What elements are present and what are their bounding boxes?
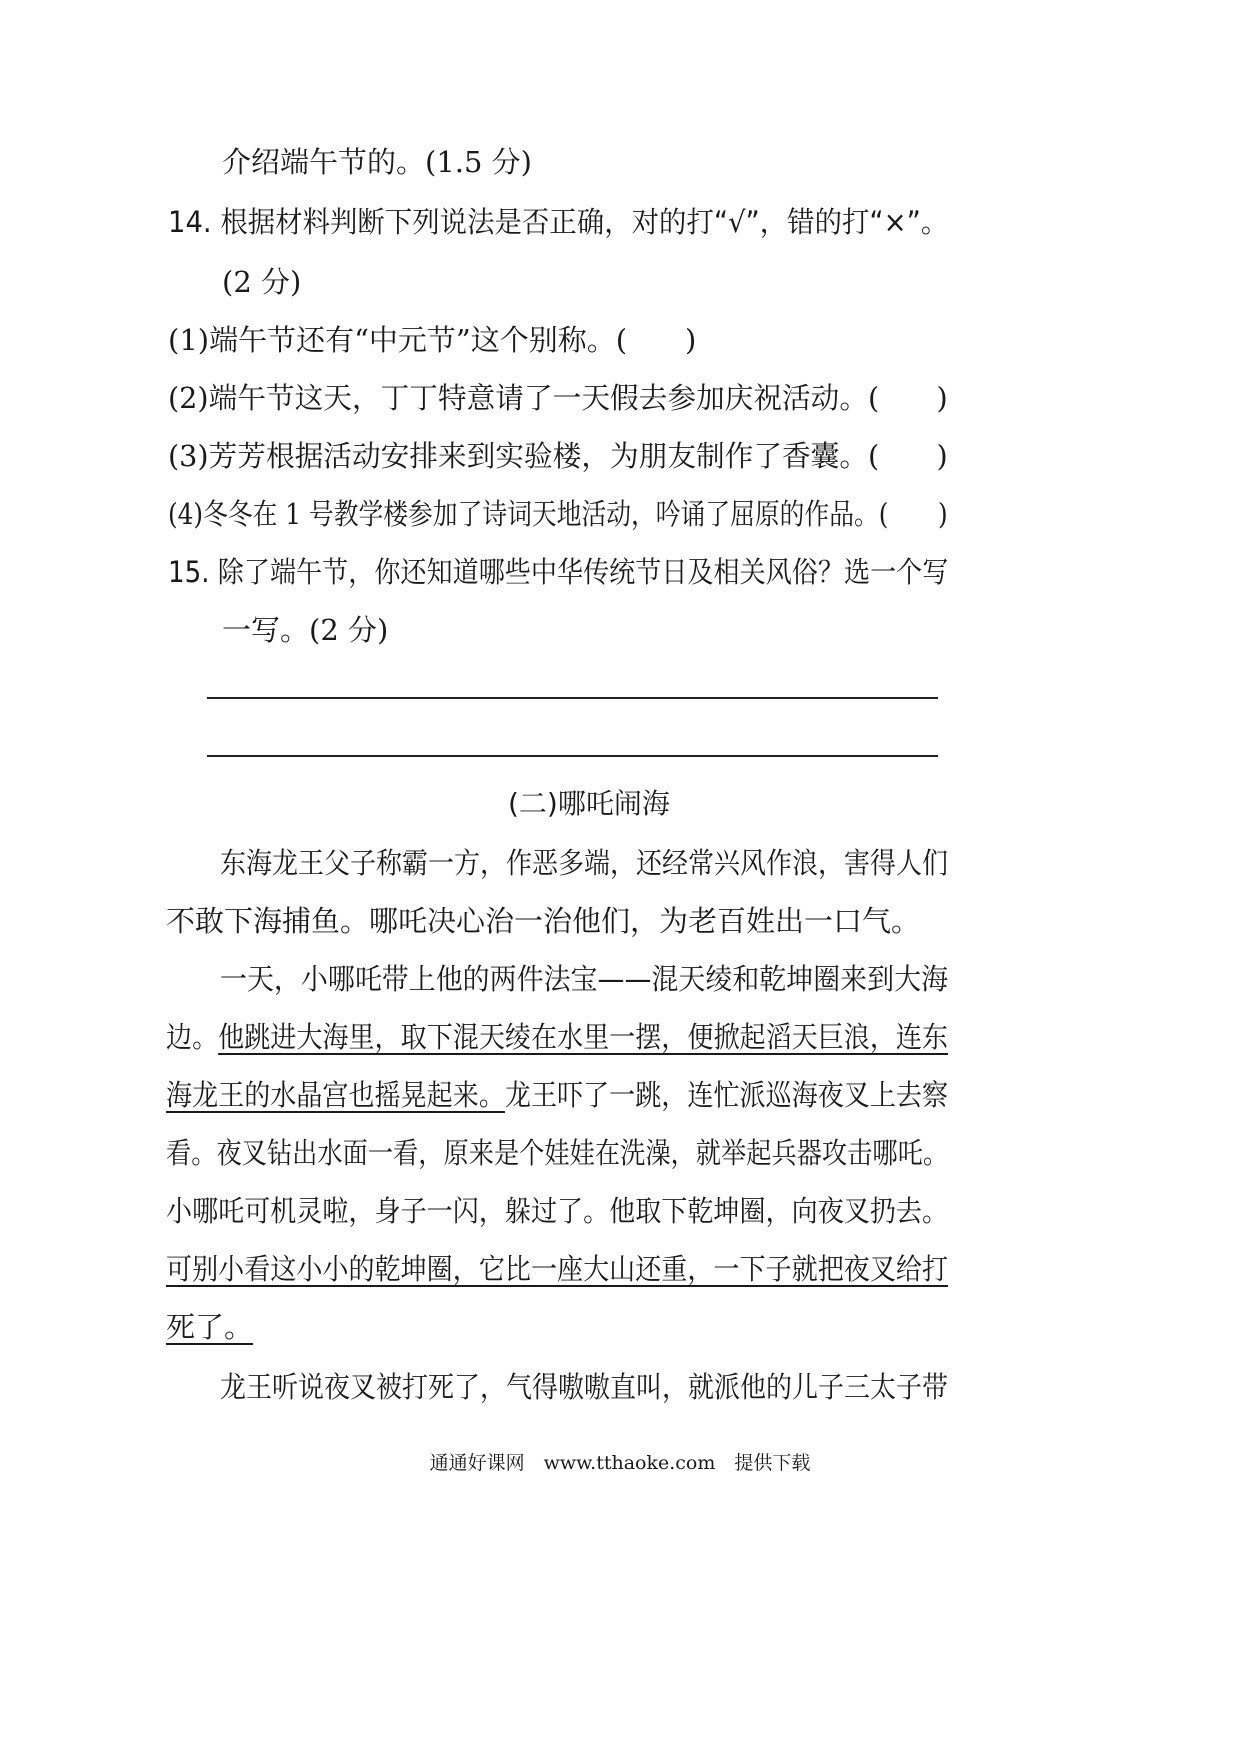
passage-text: 龙王吓了一跳，连忙派巡海夜叉上去察	[504, 1078, 949, 1112]
passage-line: 小哪吒可机灵啦，身子一闪，躲过了。他取下乾坤圈，向夜叉扔去。	[166, 1194, 949, 1228]
passage-title: (二)哪吒闹海	[508, 787, 670, 820]
answer-line-2[interactable]	[207, 755, 938, 757]
footer-source: 通通好课网 www.tthaoke.com 提供下载	[429, 1452, 811, 1474]
passage-line: 一天，小哪吒带上他的两件法宝——混天绫和乾坤圈来到大海	[220, 962, 949, 996]
passage-line: 看。夜叉钻出水面一看，原来是个娃娃在洗澡，就举起兵器攻击哪吒。	[166, 1136, 949, 1170]
question-14-item-1: (1)端午节还有“中元节”这个别称。( )	[168, 323, 697, 357]
passage-line	[166, 1075, 948, 1115]
question-15-stem: 15. 除了端午节，你还知道哪些中华传统节日及相关风俗？选一个写	[168, 555, 949, 589]
question-14-item-3: (3)芳芳根据活动安排来到实验楼，为朋友制作了香囊。( )	[168, 439, 948, 473]
passage-text: 边。	[166, 1020, 219, 1054]
question-14-score: (2 分)	[222, 265, 302, 299]
answer-line-1[interactable]	[207, 697, 938, 699]
underlined-sentence: 他跳进大海里，取下混天绫在水里一摆，便掀起滔天巨浪，连东	[218, 1020, 949, 1054]
question-15-stem-cont: 一写。(2 分)	[222, 613, 389, 647]
passage-line: 东海龙王父子称霸一方，作恶多端，还经常兴风作浪，害得人们	[220, 846, 949, 880]
passage-line: 龙王听说夜叉被打死了，气得嗷嗷直叫，就派他的儿子三太子带	[220, 1370, 949, 1404]
question-14-stem: 14. 根据材料判断下列说法是否正确，对的打“√”，错的打“×”。	[168, 205, 949, 239]
question-14-item-2: (2)端午节这天，丁丁特意请了一天假去参加庆祝活动。( )	[168, 381, 948, 415]
underlined-sentence: 可别小看这小小的乾坤圈，它比一座大山还重，一下子就把夜叉给打	[166, 1252, 949, 1286]
passage-line	[166, 1017, 948, 1057]
underlined-sentence: 海龙王的水晶宫也摇晃起来。	[166, 1078, 505, 1112]
passage-line: 不敢下海捕鱼。哪吒决心治一治他们，为老百姓出一口气。	[166, 904, 921, 938]
q13-tail: 介绍端午节的。(1.5 分)	[222, 145, 532, 179]
underlined-sentence: 死了。	[166, 1310, 254, 1344]
question-14-item-4: (4)冬冬在 1 号教学楼参加了诗词天地活动，吟诵了屈原的作品。( )	[168, 497, 948, 531]
